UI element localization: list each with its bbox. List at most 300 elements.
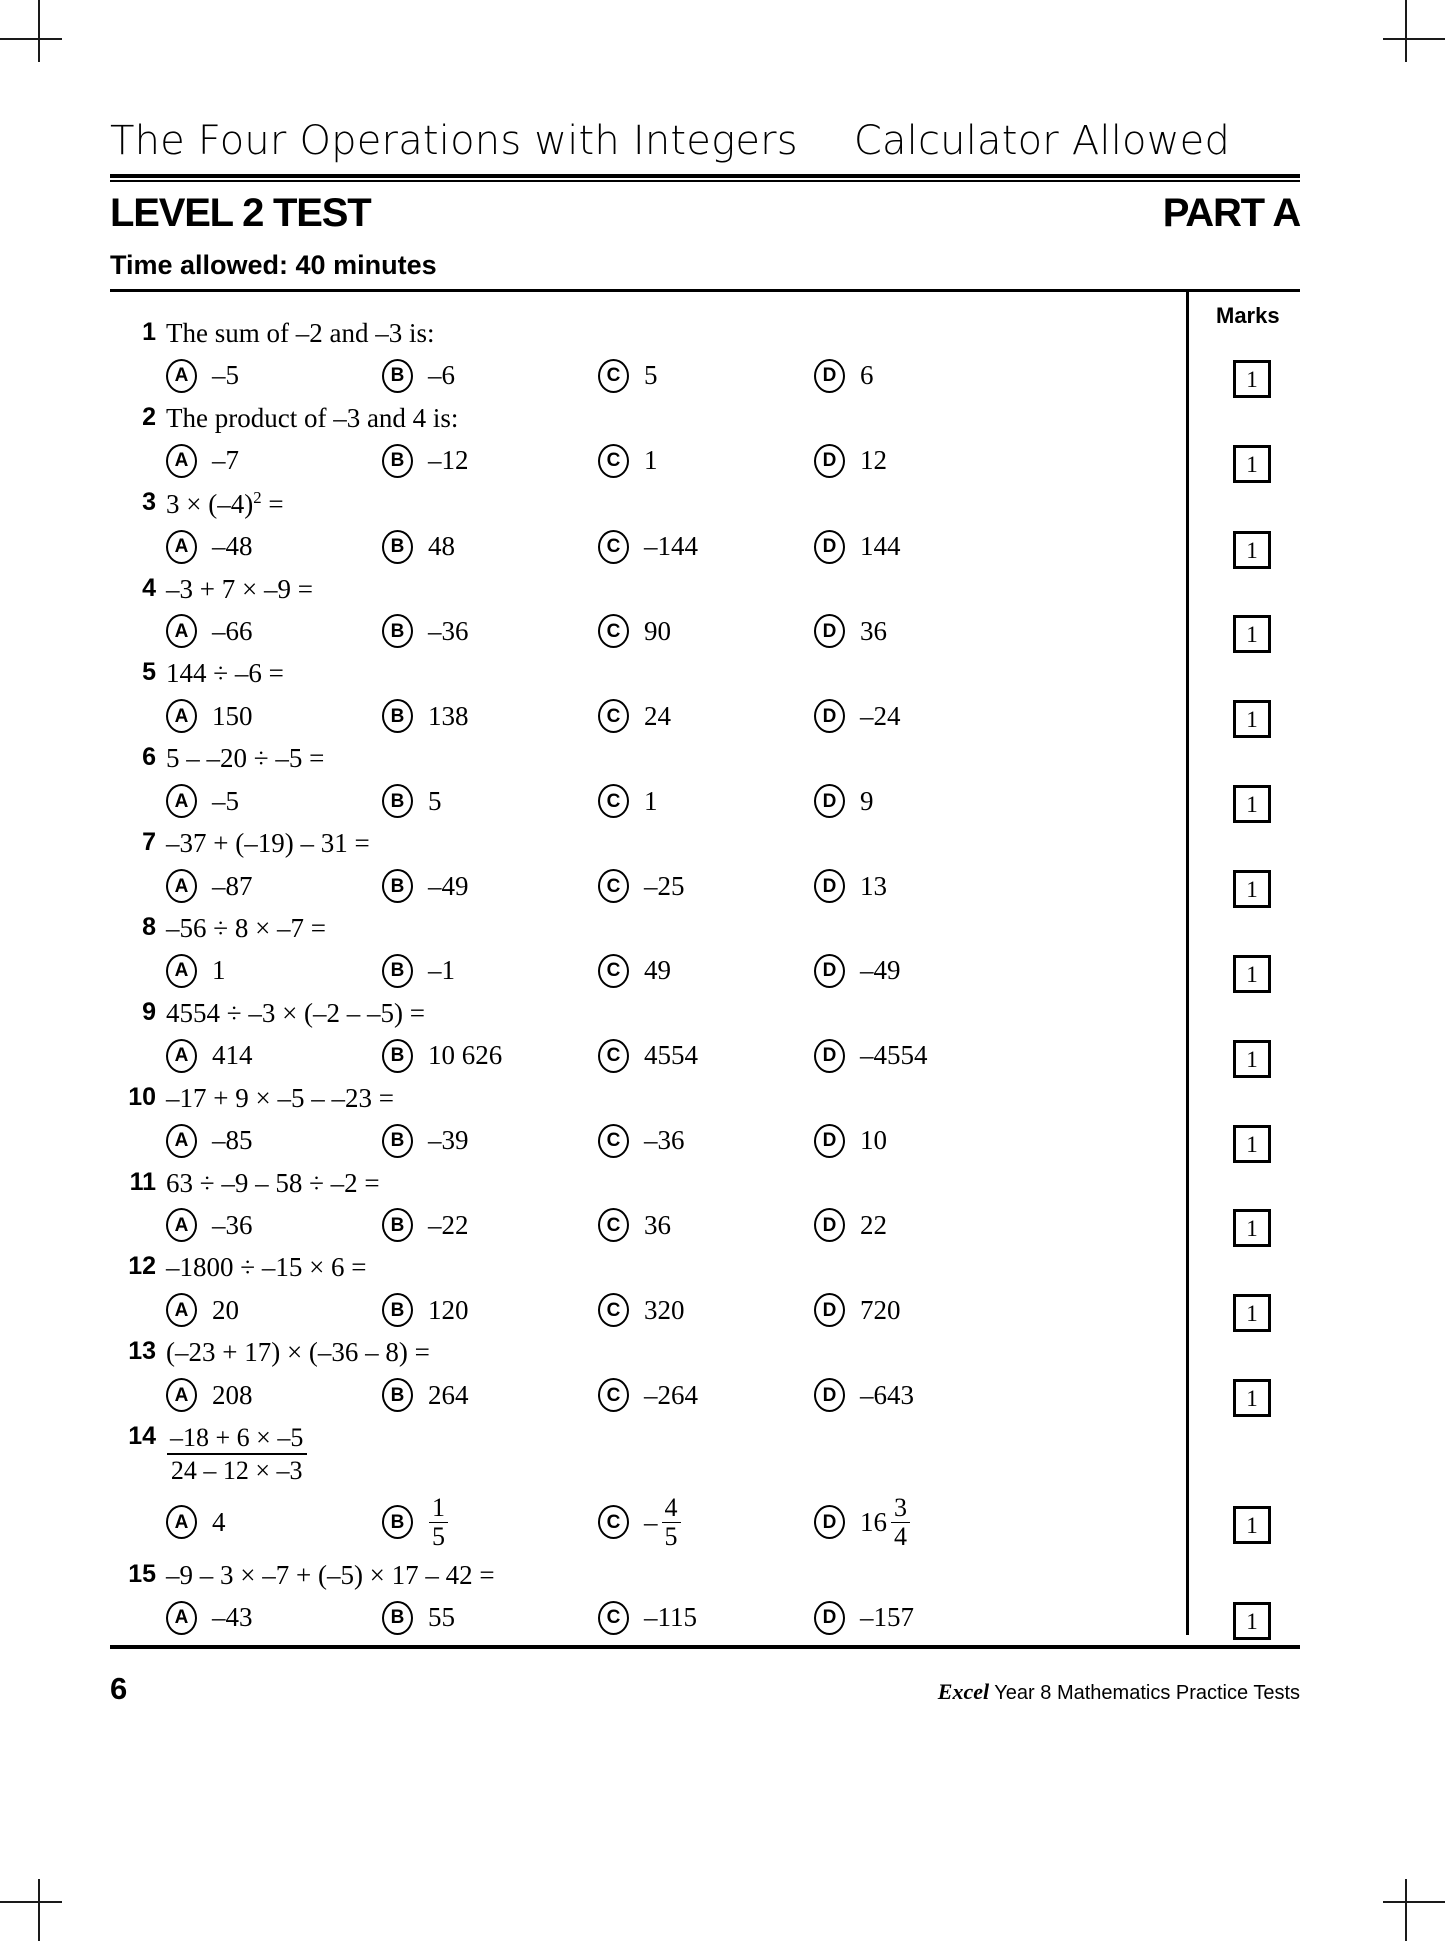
option-bubble-d[interactable]: D <box>814 954 845 988</box>
fraction <box>891 1494 910 1550</box>
option-value: 120 <box>428 1294 469 1325</box>
option-c[interactable] <box>598 614 814 648</box>
option-bubble-c[interactable]: C <box>598 1039 629 1073</box>
footer-rule <box>110 1645 1300 1649</box>
option-b[interactable] <box>382 1124 598 1158</box>
option-d[interactable] <box>814 1494 1030 1550</box>
option-value: –22 <box>428 1209 469 1240</box>
option-d[interactable] <box>814 954 1030 988</box>
question-number: 5 <box>142 658 156 687</box>
question <box>110 913 1186 988</box>
option-d[interactable] <box>814 1293 1030 1327</box>
option-bubble-d[interactable]: D <box>814 869 845 903</box>
option-value: 4 <box>212 1506 226 1537</box>
question-stem-row <box>110 403 1186 435</box>
question-stem-row <box>110 828 1186 860</box>
option-a[interactable] <box>166 784 382 818</box>
option-value: –36 <box>428 615 469 646</box>
mark-box[interactable]: 1 <box>1233 1506 1271 1544</box>
question-number: 10 <box>128 1082 156 1111</box>
option-bubble-b[interactable]: B <box>382 1208 413 1242</box>
question-text: 144 ÷ –6 = <box>166 658 284 689</box>
option-b[interactable] <box>382 1378 598 1412</box>
question-number: 14 <box>128 1422 156 1451</box>
option-d[interactable] <box>814 1039 1030 1073</box>
option-bubble-c[interactable]: C <box>598 1505 629 1539</box>
options-row <box>110 1293 1186 1327</box>
option-value: 12 <box>860 445 887 476</box>
option-value: 320 <box>644 1294 685 1325</box>
option-c[interactable] <box>598 869 814 903</box>
option-bubble-b[interactable]: B <box>382 530 413 564</box>
options-row <box>110 614 1186 648</box>
question-stem-row <box>110 743 1186 775</box>
question <box>110 1083 1186 1158</box>
option-bubble-c[interactable]: C <box>598 1124 629 1158</box>
option-value: –144 <box>644 531 698 562</box>
option-bubble-a[interactable]: A <box>166 954 197 988</box>
header-rule-thick <box>110 174 1300 178</box>
option-bubble-a[interactable]: A <box>166 1378 197 1412</box>
option-bubble-a[interactable]: A <box>166 1505 197 1539</box>
option-bubble-b[interactable]: B <box>382 1505 413 1539</box>
option-c[interactable] <box>598 1293 814 1327</box>
option-c[interactable] <box>598 359 814 393</box>
question <box>110 1422 1186 1550</box>
option-bubble-a[interactable]: A <box>166 1039 197 1073</box>
option-bubble-a[interactable]: A <box>166 530 197 564</box>
option-bubble-a[interactable]: A <box>166 1208 197 1242</box>
option-a[interactable] <box>166 444 382 478</box>
topic-title: The Four Operations with Integers <box>110 118 798 164</box>
option-b[interactable] <box>382 869 598 903</box>
exponent: 2 <box>253 487 262 507</box>
question <box>110 1337 1186 1412</box>
fraction-numerator: 4 <box>664 1493 678 1523</box>
header-rule-thin <box>110 180 1300 182</box>
option-value: 48 <box>428 531 455 562</box>
option-a[interactable] <box>166 1293 382 1327</box>
question-number: 6 <box>142 743 156 772</box>
option-bubble-c[interactable]: C <box>598 530 629 564</box>
option-value: 5 <box>644 360 658 391</box>
question-stem-row <box>110 913 1186 945</box>
option-value: 90 <box>644 615 671 646</box>
option-c[interactable] <box>598 1378 814 1412</box>
option-bubble-d[interactable]: D <box>814 1124 845 1158</box>
question-stem-row <box>110 574 1186 606</box>
option-c[interactable] <box>598 1601 814 1635</box>
option-b[interactable] <box>382 530 598 564</box>
option-bubble-b[interactable]: B <box>382 1293 413 1327</box>
option-value: 13 <box>860 870 887 901</box>
option-value: –5 <box>212 360 239 391</box>
option-bubble-d[interactable]: D <box>814 614 845 648</box>
option-bubble-a[interactable]: A <box>166 614 197 648</box>
stem-fraction-numerator: –18 + 6 × –5 <box>170 1423 304 1453</box>
option-b[interactable] <box>382 699 598 733</box>
option-value: –12 <box>428 445 469 476</box>
option-bubble-d[interactable]: D <box>814 359 845 393</box>
option-value: 264 <box>428 1379 469 1410</box>
option-value: –115 <box>644 1602 697 1633</box>
mark-box[interactable]: 1 <box>1233 1602 1271 1640</box>
mark-box[interactable]: 1 <box>1233 700 1271 738</box>
question-text: The product of –3 and 4 is: <box>166 402 459 433</box>
crop-mark-bottom-left-horizontal <box>0 1901 62 1903</box>
fraction-denominator: 5 <box>429 1522 448 1550</box>
option-bubble-c[interactable]: C <box>598 869 629 903</box>
mark-box[interactable]: 1 <box>1233 1294 1271 1332</box>
questions-area <box>110 289 1300 1635</box>
options-row <box>110 699 1186 733</box>
level-part-row <box>110 191 1300 236</box>
fraction-numerator: 1 <box>432 1493 445 1523</box>
option-value: –264 <box>644 1379 698 1410</box>
option-value: –4554 <box>860 1040 928 1071</box>
option-bubble-a[interactable]: A <box>166 359 197 393</box>
question-text: –3 + 7 × –9 = <box>166 573 313 604</box>
question-stem-row <box>110 1560 1186 1592</box>
fraction-numerator: 3 <box>894 1493 907 1523</box>
crop-mark-top-right-horizontal <box>1383 38 1445 40</box>
options-row <box>110 444 1186 478</box>
option-value: –48 <box>212 531 253 562</box>
question-number: 1 <box>142 318 156 346</box>
option-a[interactable] <box>166 1208 382 1242</box>
option-bubble-b[interactable]: B <box>382 869 413 903</box>
mark-box[interactable]: 1 <box>1233 1209 1271 1247</box>
option-a[interactable] <box>166 530 382 564</box>
option-bubble-b[interactable]: B <box>382 954 413 988</box>
question-number: 4 <box>142 573 156 602</box>
question-text: 63 ÷ –9 – 58 ÷ –2 = <box>166 1167 380 1198</box>
option-bubble-c[interactable]: C <box>598 614 629 648</box>
option-d[interactable] <box>814 614 1030 648</box>
option-a[interactable] <box>166 1378 382 1412</box>
option-b[interactable] <box>382 614 598 648</box>
mark-box[interactable]: 1 <box>1233 615 1271 653</box>
fraction <box>662 1494 681 1550</box>
option-d[interactable] <box>814 1378 1030 1412</box>
option-d[interactable] <box>814 1208 1030 1242</box>
option-value: 6 <box>860 360 874 391</box>
option-bubble-d[interactable]: D <box>814 1039 845 1073</box>
mark-box[interactable]: 1 <box>1233 1040 1271 1078</box>
option-value <box>428 1494 449 1550</box>
option-bubble-a[interactable]: A <box>166 699 197 733</box>
option-bubble-d[interactable]: D <box>814 1505 845 1539</box>
option-d[interactable] <box>814 359 1030 393</box>
option-bubble-d[interactable]: D <box>814 1378 845 1412</box>
marks-column-divider <box>1186 292 1189 1635</box>
question <box>110 1560 1186 1635</box>
option-c[interactable] <box>598 784 814 818</box>
option-value: 49 <box>644 955 671 986</box>
option-c[interactable] <box>598 1039 814 1073</box>
page-number: 6 <box>110 1670 128 1706</box>
option-bubble-d[interactable]: D <box>814 1601 845 1635</box>
option-value: –5 <box>212 785 239 816</box>
option-bubble-b[interactable]: B <box>382 614 413 648</box>
option-value: –1 <box>428 955 455 986</box>
options-row <box>110 530 1186 564</box>
option-value: 150 <box>212 700 253 731</box>
question <box>110 828 1186 903</box>
question-number: 3 <box>142 487 156 516</box>
option-bubble-c[interactable]: C <box>598 1293 629 1327</box>
page-footer <box>110 1671 1300 1707</box>
question-stem-row <box>110 488 1186 521</box>
option-bubble-d[interactable]: D <box>814 530 845 564</box>
option-bubble-d[interactable]: D <box>814 699 845 733</box>
option-bubble-b[interactable]: B <box>382 1124 413 1158</box>
mark-box[interactable]: 1 <box>1233 785 1271 823</box>
option-value <box>644 1494 682 1550</box>
crop-mark-top-right-vertical <box>1405 0 1407 62</box>
option-value: –36 <box>644 1125 685 1156</box>
option-c[interactable] <box>598 954 814 988</box>
negative-sign: – <box>644 1506 658 1537</box>
option-value: –43 <box>212 1602 253 1633</box>
option-b[interactable] <box>382 1039 598 1073</box>
mark-box[interactable]: 1 <box>1233 870 1271 908</box>
option-a[interactable] <box>166 614 382 648</box>
stem-fraction-denominator: 24 – 12 × –3 <box>167 1453 307 1485</box>
option-bubble-d[interactable]: D <box>814 1208 845 1242</box>
option-bubble-b[interactable]: B <box>382 784 413 818</box>
option-value: 208 <box>212 1379 253 1410</box>
option-bubble-c[interactable]: C <box>598 954 629 988</box>
option-d[interactable] <box>814 444 1030 478</box>
option-d[interactable] <box>814 784 1030 818</box>
option-bubble-b[interactable]: B <box>382 1039 413 1073</box>
options-row <box>110 359 1186 393</box>
question-number: 11 <box>129 1167 156 1196</box>
option-value: –39 <box>428 1125 469 1156</box>
option-c[interactable] <box>598 444 814 478</box>
crop-mark-top-left-horizontal <box>0 38 62 40</box>
crop-mark-bottom-right-vertical <box>1405 1879 1407 1941</box>
option-c[interactable] <box>598 530 814 564</box>
option-bubble-a[interactable]: A <box>166 784 197 818</box>
mark-box[interactable]: 1 <box>1233 1379 1271 1417</box>
question <box>110 1252 1186 1327</box>
option-bubble-a[interactable]: A <box>166 1293 197 1327</box>
option-a[interactable] <box>166 699 382 733</box>
question-number: 8 <box>142 913 156 942</box>
question <box>110 403 1186 478</box>
option-bubble-c[interactable]: C <box>598 359 629 393</box>
question-text: –56 ÷ 8 × –7 = <box>166 913 327 944</box>
option-bubble-b[interactable]: B <box>382 699 413 733</box>
option-bubble-b[interactable]: B <box>382 444 413 478</box>
question <box>110 488 1186 564</box>
option-d[interactable] <box>814 1124 1030 1158</box>
question-stem-row <box>110 1083 1186 1115</box>
question-text: 5 – –20 ÷ –5 = <box>166 743 325 774</box>
option-bubble-c[interactable]: C <box>598 699 629 733</box>
question-list <box>110 292 1186 1635</box>
question-text: –37 + (–19) – 31 = <box>166 828 370 859</box>
option-bubble-c[interactable]: C <box>598 1601 629 1635</box>
question-stem-row <box>110 658 1186 690</box>
question-stem-row <box>110 1252 1186 1284</box>
option-a[interactable] <box>166 1601 382 1635</box>
option-b[interactable] <box>382 359 598 393</box>
option-bubble-a[interactable]: A <box>166 869 197 903</box>
crop-mark-bottom-right-horizontal <box>1383 1901 1445 1903</box>
option-bubble-d[interactable]: D <box>814 784 845 818</box>
question-number: 9 <box>142 997 156 1026</box>
option-value: 36 <box>860 615 887 646</box>
option-d[interactable] <box>814 699 1030 733</box>
option-d[interactable] <box>814 530 1030 564</box>
option-value: –157 <box>860 1602 914 1633</box>
question-number: 7 <box>142 828 156 857</box>
option-value: 36 <box>644 1209 671 1240</box>
question-text: –17 + 9 × –5 – –23 = <box>166 1082 394 1113</box>
option-b[interactable] <box>382 784 598 818</box>
options-row <box>110 1208 1186 1242</box>
option-value: –6 <box>428 360 455 391</box>
option-value: –49 <box>428 870 469 901</box>
option-a[interactable] <box>166 1039 382 1073</box>
option-b[interactable] <box>382 1601 598 1635</box>
option-b[interactable] <box>382 1293 598 1327</box>
stem-fraction <box>166 1423 307 1485</box>
option-value: 5 <box>428 785 442 816</box>
option-bubble-b[interactable]: B <box>382 359 413 393</box>
option-bubble-a[interactable]: A <box>166 1601 197 1635</box>
option-a[interactable] <box>166 1124 382 1158</box>
option-bubble-d[interactable]: D <box>814 1293 845 1327</box>
option-bubble-c[interactable]: C <box>598 1378 629 1412</box>
question-stem-row <box>110 1337 1186 1369</box>
option-value: 414 <box>212 1040 253 1071</box>
options-row <box>110 1124 1186 1158</box>
option-value: 10 <box>860 1125 887 1156</box>
option-value: 24 <box>644 700 671 731</box>
option-b[interactable] <box>382 1494 598 1550</box>
option-d[interactable] <box>814 869 1030 903</box>
option-b[interactable] <box>382 1208 598 1242</box>
option-value <box>860 1494 911 1550</box>
option-value: –87 <box>212 870 253 901</box>
option-value: –7 <box>212 445 239 476</box>
option-bubble-c[interactable]: C <box>598 784 629 818</box>
options-row <box>110 869 1186 903</box>
question-text: –9 – 3 × –7 + (–5) × 17 – 42 = <box>166 1559 495 1590</box>
option-b[interactable] <box>382 444 598 478</box>
option-c[interactable] <box>598 1208 814 1242</box>
option-value: 10 626 <box>428 1040 503 1071</box>
level-title: LEVEL 2 TEST <box>110 191 371 235</box>
option-c[interactable] <box>598 1124 814 1158</box>
option-value: –36 <box>212 1209 253 1240</box>
option-value: 55 <box>428 1602 455 1633</box>
options-row <box>110 1378 1186 1412</box>
question <box>110 658 1186 733</box>
footer-series <box>938 1679 1300 1705</box>
question-number: 15 <box>128 1559 156 1588</box>
option-a[interactable] <box>166 359 382 393</box>
test-page <box>110 118 1300 1707</box>
question-number: 13 <box>128 1337 156 1366</box>
option-bubble-c[interactable]: C <box>598 444 629 478</box>
option-value: –643 <box>860 1379 914 1410</box>
crop-mark-bottom-left-vertical <box>38 1879 40 1941</box>
mark-box[interactable]: 1 <box>1233 955 1271 993</box>
option-value: 1 <box>212 955 226 986</box>
option-value: 720 <box>860 1294 901 1325</box>
question-text: 4554 ÷ –3 × (–2 – –5) = <box>166 997 426 1028</box>
calculator-allowed-label: Calculator Allowed <box>853 118 1231 164</box>
option-value: 22 <box>860 1209 887 1240</box>
option-value: –24 <box>860 700 901 731</box>
fraction-denominator: 4 <box>891 1522 910 1550</box>
option-a[interactable] <box>166 1494 382 1550</box>
option-value: 1 <box>644 785 658 816</box>
footer-brand: Excel <box>937 1678 990 1704</box>
mark-box[interactable]: 1 <box>1233 1125 1271 1163</box>
footer-series-text: Year 8 Mathematics Practice Tests <box>989 1681 1300 1704</box>
question-text: The sum of –2 and –3 is: <box>166 318 435 348</box>
option-value: 4554 <box>644 1040 698 1071</box>
option-a[interactable] <box>166 954 382 988</box>
option-bubble-c[interactable]: C <box>598 1208 629 1242</box>
option-bubble-a[interactable]: A <box>166 1124 197 1158</box>
option-bubble-d[interactable]: D <box>814 444 845 478</box>
question-stem-row <box>110 1422 1186 1485</box>
question-text: $3 \times (-4)^2$ = <box>166 487 284 519</box>
question <box>110 574 1186 649</box>
option-d[interactable] <box>814 1601 1030 1635</box>
mark-box[interactable]: 1 <box>1233 360 1271 398</box>
option-bubble-a[interactable]: A <box>166 444 197 478</box>
option-value: 9 <box>860 785 874 816</box>
question <box>110 743 1186 818</box>
option-a[interactable] <box>166 869 382 903</box>
marks-column-header: Marks <box>1216 303 1280 328</box>
question-text: (–23 + 17) × (–36 – 8) = <box>166 1337 430 1368</box>
whole-number: 16 <box>860 1506 887 1537</box>
fraction-denominator: 5 <box>662 1522 681 1550</box>
option-value: 20 <box>212 1294 239 1325</box>
part-title: PART A <box>1162 191 1300 235</box>
option-value: –49 <box>860 955 901 986</box>
question <box>110 998 1186 1073</box>
options-row <box>110 1039 1186 1073</box>
option-value: 1 <box>644 445 658 476</box>
option-bubble-b[interactable]: B <box>382 1378 413 1412</box>
question-number: 2 <box>142 402 156 431</box>
page-header <box>110 118 1300 164</box>
crop-mark-top-left-vertical <box>38 0 40 62</box>
mark-box[interactable]: 1 <box>1233 531 1271 569</box>
question <box>110 318 1186 393</box>
mark-box[interactable]: 1 <box>1233 445 1271 483</box>
option-c[interactable] <box>598 699 814 733</box>
option-value: –25 <box>644 870 685 901</box>
option-value: –85 <box>212 1125 253 1156</box>
option-b[interactable] <box>382 954 598 988</box>
option-c[interactable] <box>598 1494 814 1550</box>
options-row <box>110 954 1186 988</box>
question-stem-row <box>110 318 1186 350</box>
option-bubble-b[interactable]: B <box>382 1601 413 1635</box>
question-text: –1800 ÷ –15 × 6 = <box>166 1252 367 1283</box>
